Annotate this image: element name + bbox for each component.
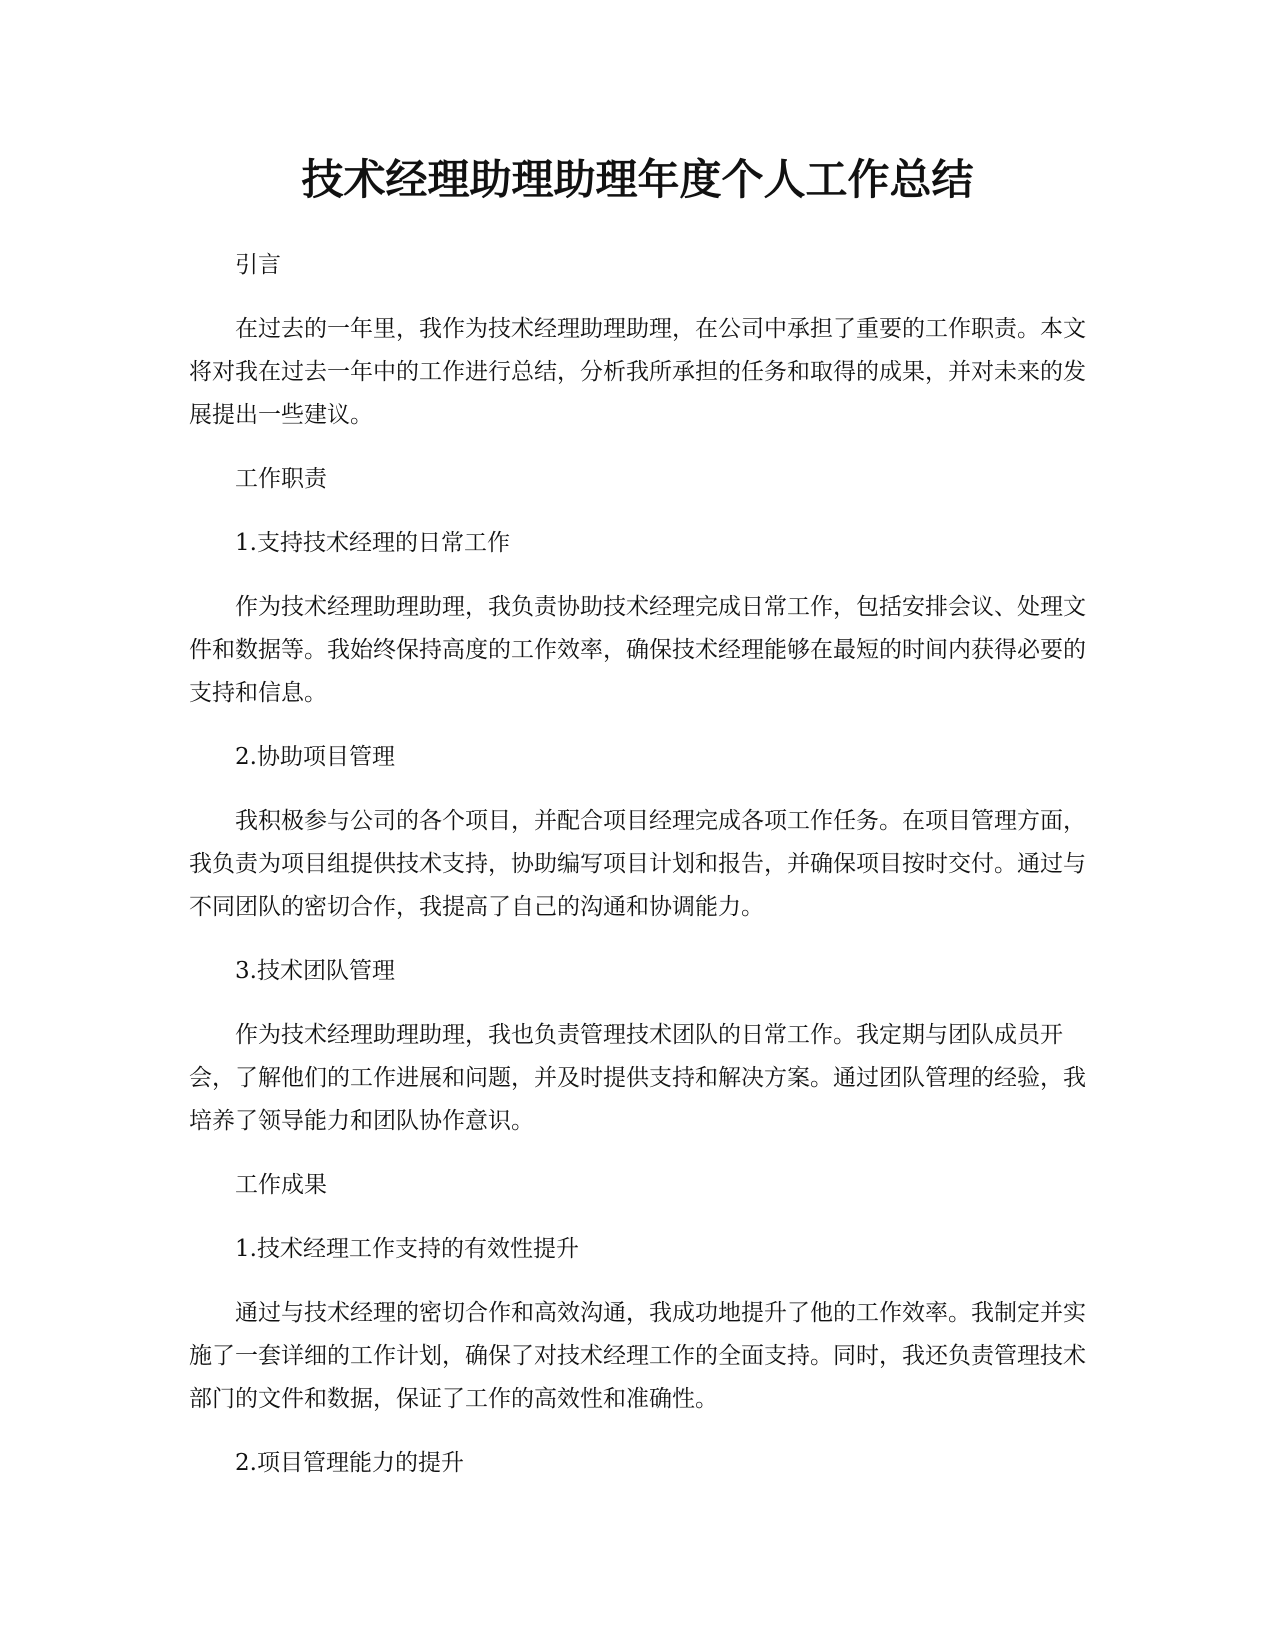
subheading-result-2: 2.项目管理能力的提升 [235,1450,464,1476]
section-heading-intro: 引言 [235,252,281,278]
subheading-result-1: 1.技术经理工作支持的有效性提升 [235,1236,579,1262]
subheading-duty-2: 2.协助项目管理 [235,744,395,770]
subheading-duty-1: 1.支持技术经理的日常工作 [235,530,510,556]
paragraph-duty-2: 我积极参与公司的各个项目，并配合项目经理完成各项工作任务。在项目管理方面，我负责为项目组提供技术支持，协助编写项目计划和报告，并确保项目按时交付。通过与不同团队的密切合作，我提高了自己的沟通和协调能力。 [189,808,1086,920]
paragraph-intro: 在过去的一年里，我作为技术经理助理助理，在公司中承担了重要的工作职责。本文将对我在过去一年中的工作进行总结，分析我所承担的任务和取得的成果，并对未来的发展提出一些建议。 [189,316,1086,428]
section-heading-duties: 工作职责 [235,466,327,492]
paragraph-result-1: 通过与技术经理的密切合作和高效沟通，我成功地提升了他的工作效率。我制定并实施了一套详细的工作计划，确保了对技术经理工作的全面支持。同时，我还负责管理技术部门的文件和数据，保证了工作的高效性和准确性。 [189,1300,1086,1412]
paragraph-duty-1: 作为技术经理助理助理，我负责协助技术经理完成日常工作，包括安排会议、处理文件和数据等。我始终保持高度的工作效率，确保技术经理能够在最短的时间内获得必要的支持和信息。 [189,594,1086,706]
document-title: 技术经理助理助理年度个人工作总结 [301,155,974,204]
section-heading-results: 工作成果 [235,1172,327,1198]
subheading-duty-3: 3.技术团队管理 [235,958,395,984]
paragraph-duty-3: 作为技术经理助理助理，我也负责管理技术团队的日常工作。我定期与团队成员开会，了解他们的工作进展和问题，并及时提供支持和解决方案。通过团队管理的经验，我培养了领导能力和团队协作意识。 [189,1022,1086,1134]
document-body [189,244,1089,1506]
